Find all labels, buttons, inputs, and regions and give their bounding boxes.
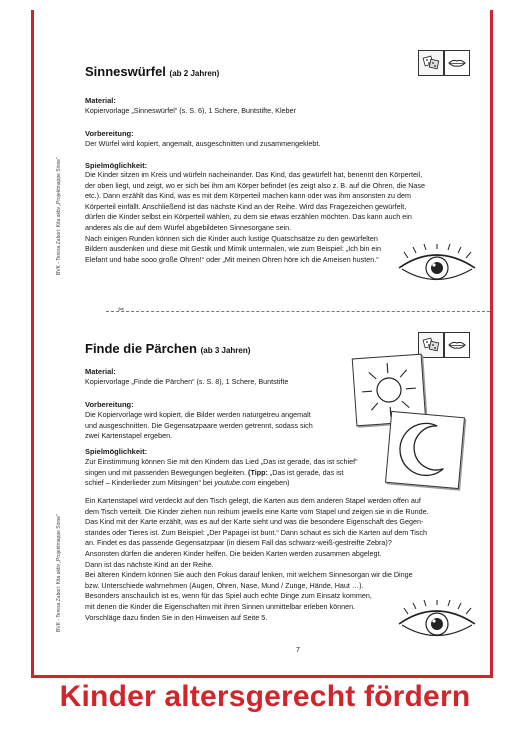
section1-play-text: [85, 170, 425, 265]
text-line: zwei Kartenstapel ergeben.: [85, 431, 173, 441]
dice-icon: [418, 332, 444, 358]
eye-icon: [396, 600, 478, 651]
section2-material-text: Kopiervorlage „Finde die Pärchen“ (s. S. 8), 1 Schere, Buntstifte: [85, 377, 289, 386]
text-line: Elefant und habe sooo große Ohren!“ oder „Mit meinen Ohren höre ich die Ameisen husten.“: [85, 254, 379, 264]
section2-age: (ab 3 Jahren): [200, 346, 251, 355]
text-line: Ein Kartenstapel wird verdeckt auf den Tisch gelegt, die Karten aus dem anderen Stapel werden offen auf: [85, 496, 421, 505]
text-line: etc.). Dann erzählt das Kind, was es mit dem Körperteil machen kann oder was ihm ansonsten zu dem: [85, 191, 411, 201]
text-line: dem Tisch verteilt. Die Kinder ziehen nun reihum jeweils eine Karte vom Stapel und zeigen sie in die Runde.: [85, 506, 429, 516]
text-line: Ansonsten dürfen die anderen Kinder helfen. Die beiden Karten werden zusammen abgelegt.: [85, 548, 382, 558]
text-line: Zur Einstimmung können Sie mit den Kindern das Lied „Das ist gerade, das ist schief“: [85, 457, 358, 466]
section1-prep-label: Vorbereitung:: [85, 129, 134, 138]
section1-prep-text: Der Würfel wird kopiert, angemalt, ausgeschnitten und zusammengeklebt.: [85, 139, 321, 148]
section2-material-label: Material:: [85, 367, 116, 376]
side-caption-bottom: BVK - Teresa Zabori: Kita aktiv „Projektmappe Sinne“: [56, 514, 62, 632]
section2-prep-label: Vorbereitung:: [85, 400, 134, 409]
text-line: Bei älteren Kindern können Sie auch den Fokus darauf lenken, mit welchem Sinnesorgan wir die Dinge: [85, 570, 413, 580]
dice-icon: [418, 50, 444, 76]
section1-title: Sinneswürfel (ab 2 Jahren): [85, 64, 220, 79]
text-line: Körperteil einfällt. Anschließend ist das nächste Kind an der Reihe. Wird das Fragezeichen gewürfelt,: [85, 201, 407, 211]
text-line: bzw. Unterschiede wahrnehmen (Augen, Ohren, Nase, Mund / Zunge, Hände, Haut …).: [85, 580, 364, 590]
moon-card-icon: [385, 411, 465, 489]
text-line: singen und mit passenden Bewegungen begleiten. (Tipp: „Das ist gerade, das ist: [85, 467, 344, 477]
text-line: dürfen die Kinder selbst ein Körperteil wählen, zu dem sie etwas erzählen möchten. Das kann auch ein: [85, 212, 412, 222]
section1-material-label: Material:: [85, 96, 116, 105]
scissors-icon: ✂: [118, 305, 125, 314]
text-line: der oben liegt, und zeigt, wo er sich bei ihm am Körper befindet (es zeigt also z. B. auf die Ohren, die Nase: [85, 180, 425, 190]
text-line: Die Kopiervorlage wird kopiert, die Bilder werden naturgetreu angemalt: [85, 410, 311, 419]
side-caption-top: BVK - Teresa Zabori: Kita aktiv „Projektmappe Sinne“: [56, 157, 62, 275]
page-number: 7: [296, 647, 300, 654]
text-line: anderes als die auf dem Würfel abgebildeten Sinnesorgane sein.: [85, 222, 292, 232]
text-line: Bildern ausdenken und diese mit Gestik und Mimik untermalen, wie zum Beispiel: „Ich bin ein: [85, 244, 382, 254]
text-line: schief – Kinderlieder zum Mitsingen“ bei youtube.com eingeben): [85, 478, 290, 488]
text-line: Nach einigen Runden können sich die Kinder auch lustige Quatschsätze zu den gewürfelten: [85, 233, 378, 243]
mouth-icon: [444, 50, 470, 76]
section1-material-text: Kopiervorlage „Sinneswürfel“ (s. S. 6), 1 Schere, Buntstifte, Kleber: [85, 106, 296, 115]
text-line: Das Kind mit der Karte erzählt, was es auf der Karte sieht und was die besondere Eigenschaft des Gegen-: [85, 517, 424, 527]
footer-banner: Kinder altersgerecht fördern: [59, 680, 471, 713]
text-line: Besonders anschaulich ist es, wenn für das Spiel auch echte Dinge zum Einsatz kommen,: [85, 591, 372, 601]
section2-title: Finde die Pärchen (ab 3 Jahren): [85, 341, 251, 356]
eye-icon: [396, 244, 478, 295]
section2-play-label: Spielmöglichkeit:: [85, 447, 148, 456]
text-line: Die Kinder sitzen im Kreis und würfeln nacheinander. Das Kind, das gewürfelt hat, benennt den Körperteil,: [85, 170, 423, 179]
text-line: mit denen die Kinder die Eigenschaften mit ihren Sinnen unmittelbar erleben können.: [85, 601, 356, 611]
text-line: standes oder Tieres ist. Zum Beispiel: „Der Papagei ist bunt.“ Dann schaut es sich die Karten auf dem Tisch: [85, 527, 427, 537]
section1-age: (ab 2 Jahren): [169, 69, 220, 78]
text-line: Vorschläge dazu finden Sie in den Hinweisen auf Seite 5.: [85, 612, 268, 622]
section1-play-label: Spielmöglichkeit:: [85, 161, 148, 170]
section2-play-intro: [85, 457, 357, 489]
worksheet-page: [34, 10, 490, 675]
text-line: an. Findet es das passende Gegensatzpaar (in diesem Fall das schwarz-weiß-gestreifte Zebra)?: [85, 538, 392, 548]
text-line: und ausgeschnitten. Die Gegensatzpaare werden getrennt, sodass sich: [85, 420, 313, 430]
cut-line: [106, 311, 490, 312]
section2-body: [85, 496, 429, 623]
text-line: Dann ist das nächste Kind an der Reihe.: [85, 559, 214, 569]
youtube-link[interactable]: youtube.com: [214, 478, 256, 488]
mouth-icon: [444, 332, 470, 358]
section2-prep-text: [85, 410, 313, 442]
